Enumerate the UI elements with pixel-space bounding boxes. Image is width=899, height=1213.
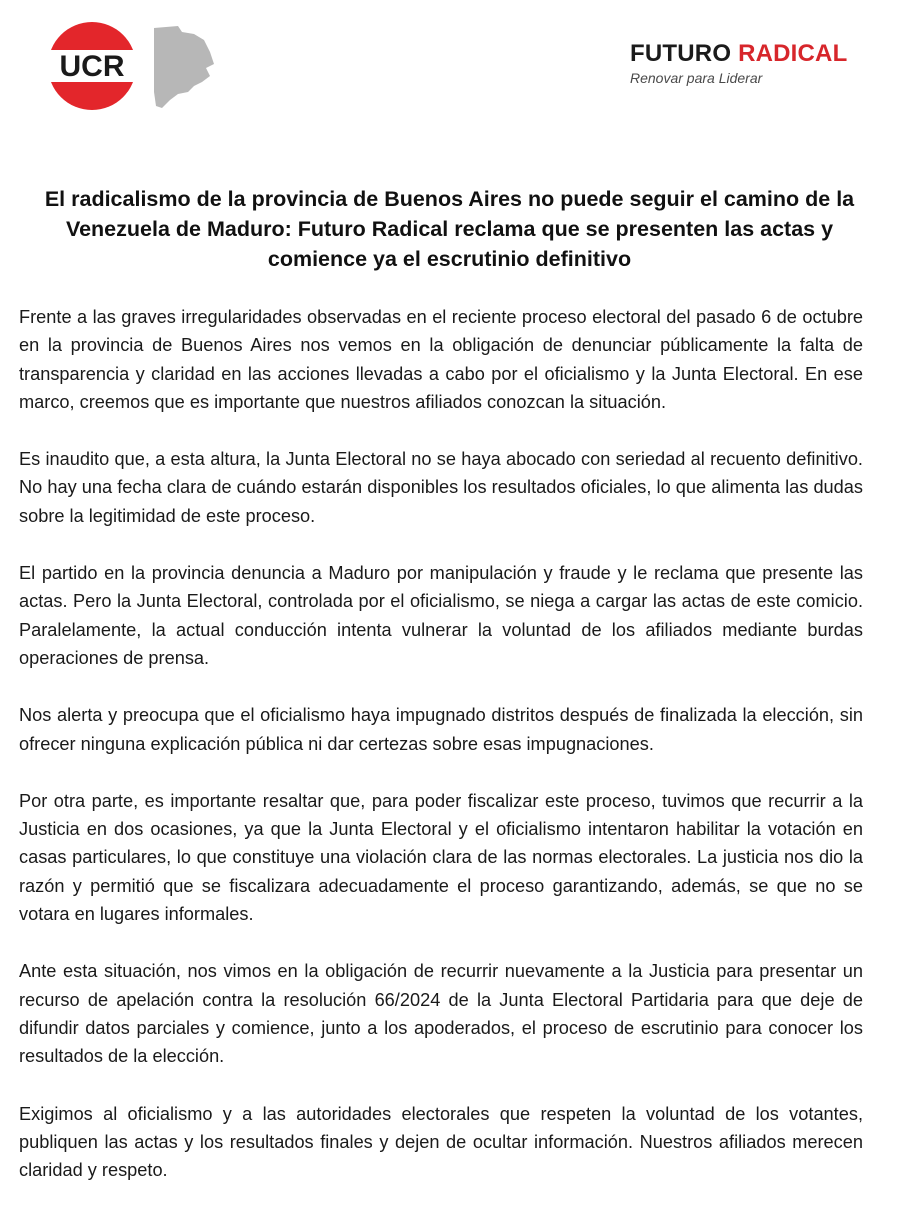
paragraph-1: Frente a las graves irregularidades observadas en el reciente proceso electoral del pasado 6 de octubre en la provincia de Buenos Aires nos vemos en la obligación de denunciar públicamente la falta de transparencia y claridad en las acciones llevadas a cabo por el oficialismo y la Junta Electoral. En ese marco, creemos que es importante que nuestros afiliados conozcan la situación. xyxy=(19,307,863,412)
letterhead xyxy=(0,0,899,140)
ucr-logo xyxy=(48,22,136,110)
press-release-body xyxy=(19,303,863,1213)
futuro-radical-brand xyxy=(630,40,870,86)
paragraph-6: Ante esta situación, nos vimos en la obligación de recurrir nuevamente a la Justicia para presentar un recurso de apelación contra la resolución 66/2024 de la Junta Electoral Partidaria para que deje de difundir datos parciales y comience, junto a los apoderados, el proceso de escrutinio para conocer los resultados de la elección. xyxy=(19,961,863,1067)
buenos-aires-province-map-icon xyxy=(148,22,218,112)
paragraph-2: Es inaudito que, a esta altura, la Junta Electoral no se haya abocado con seriedad al recuento definitivo. No hay una fecha clara de cuándo estarán disponibles los resultados oficiales, lo que alimenta las dudas sobre la legitimidad de este proceso. xyxy=(19,449,863,526)
brand-tagline: Renovar para Liderar xyxy=(630,70,763,86)
paragraph-5: Por otra parte, es importante resaltar que, para poder fiscalizar este proceso, tuvimos que recurrir a la Justicia en dos ocasiones, ya que la Junta Electoral y el oficialismo intentaron habilitar la votación en casas particulares, lo que constituye una violación clara de las normas electorales. La justicia nos dio la razón y permitió que se fiscalizara adecuadamente el proceso garantizando, además, se que no se votara en lugares informales. xyxy=(19,790,863,925)
brand-title xyxy=(630,40,870,68)
paragraph-7: Exigimos al oficialismo y a las autoridades electorales que respeten la voluntad de los votantes, publiquen las actas y los resultados finales y dejen de ocultar información. Nuestros afiliados merecen claridad y respeto. xyxy=(19,1103,863,1181)
paragraph-3: El partido en la provincia denuncia a Maduro por manipulación y fraude y le reclama que presente las actas. Pero la Junta Electoral, controlada por el oficialismo, se niega a cargar las actas de este comicio. Paralelamente, la actual conducción intenta vulnerar la voluntad de los afiliados mediante burdas operaciones de prensa. xyxy=(19,563,863,668)
ucr-logo-text: UCR xyxy=(59,50,125,83)
brand-word-futuro: FUTURO xyxy=(630,40,732,67)
paragraph-4: Nos alerta y preocupa que el oficialismo haya impugnado distritos después de finalizada la elección, sin ofrecer ninguna explicación pública ni dar certezas sobre esas impugnaciones. xyxy=(19,705,863,754)
brand-word-radical: RADICAL xyxy=(738,40,848,67)
press-release-headline: El radicalismo de la provincia de Buenos Aires no puede seguir el camino de la Venezuela de Maduro: Futuro Radical reclama que se presenten las actas y comience ya el escrutinio definitivo xyxy=(44,187,855,271)
